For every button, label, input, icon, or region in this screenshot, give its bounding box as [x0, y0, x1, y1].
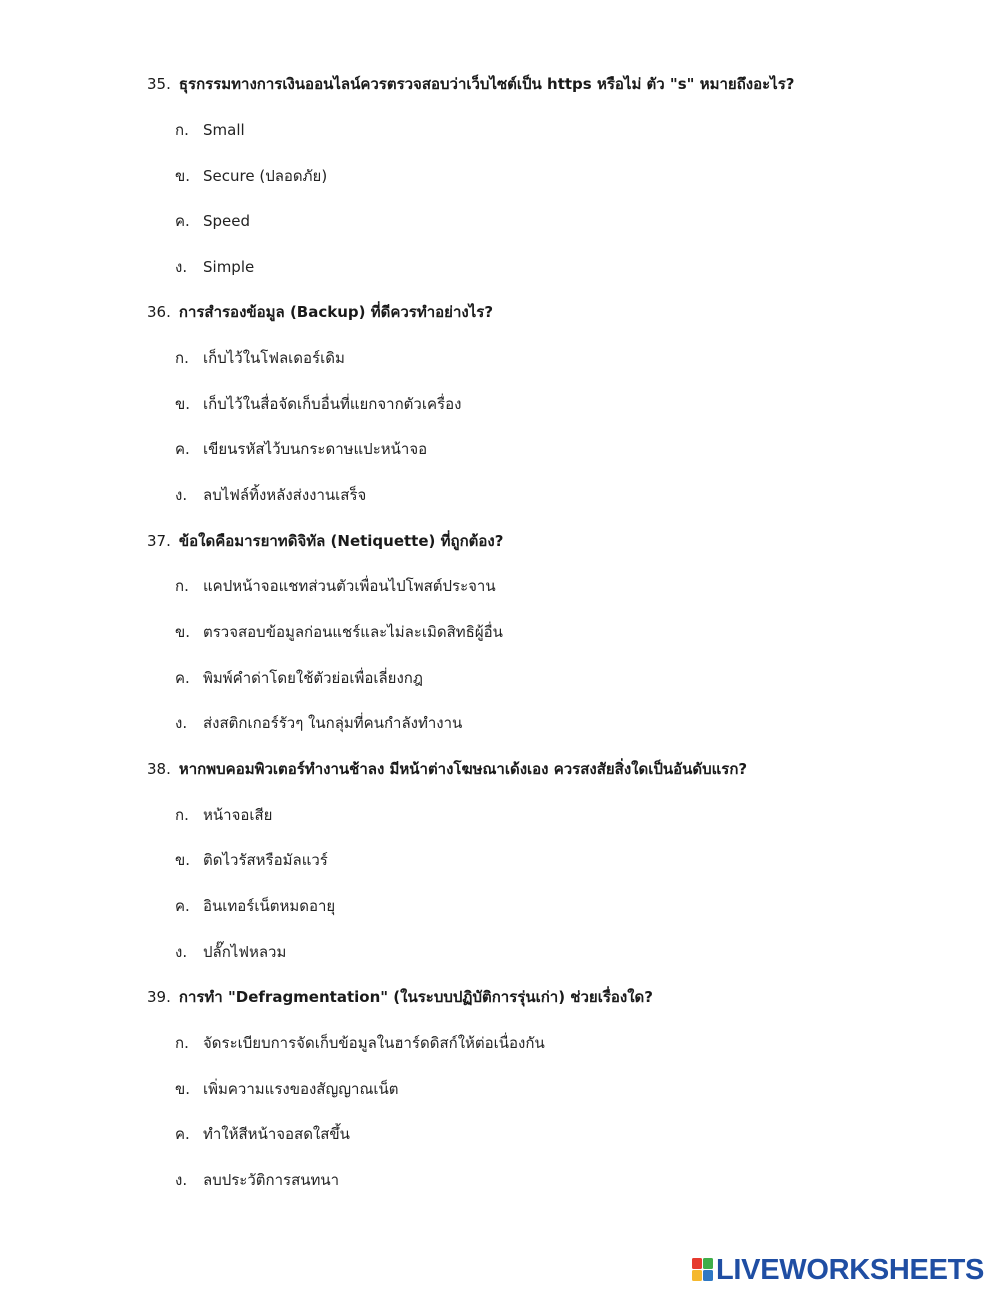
option-37-b[interactable] [175, 622, 503, 642]
option-letter: ค. [175, 897, 190, 915]
option-letter: ค. [175, 440, 190, 458]
logo-tile-1 [692, 1258, 702, 1269]
option-38-b[interactable] [175, 850, 328, 870]
option-37-a[interactable] [175, 576, 496, 596]
question-number: 36. [147, 303, 171, 321]
question-35 [147, 74, 794, 94]
option-text: เขียนรหัสไว้บนกระดาษแปะหน้าจอ [203, 440, 428, 458]
option-letter: ค. [175, 212, 190, 230]
option-letter: ข. [175, 851, 191, 869]
question-text: ข้อใดคือมารยาทดิจิทัล (Netiquette) ที่ถูกต้อง? [178, 532, 504, 550]
option-39-b[interactable] [175, 1079, 398, 1099]
option-text: Speed [203, 212, 251, 230]
option-letter: ข. [175, 1080, 191, 1098]
option-39-d[interactable] [175, 1170, 339, 1190]
option-36-d[interactable] [175, 485, 366, 505]
option-37-d[interactable] [175, 713, 462, 733]
option-letter: ง. [175, 1171, 188, 1189]
option-text: Small [203, 121, 245, 139]
option-35-b[interactable] [175, 166, 327, 186]
option-letter: ข. [175, 167, 191, 185]
option-text: ลบไฟล์ทิ้งหลังส่งงานเสร็จ [203, 486, 367, 504]
question-38 [147, 759, 747, 779]
option-text: ทำให้สีหน้าจอสดใสขึ้น [203, 1125, 350, 1143]
option-39-c[interactable] [175, 1124, 350, 1144]
option-35-d[interactable] [175, 257, 254, 277]
question-text: หากพบคอมพิวเตอร์ทำงานช้าลง มีหน้าต่างโฆษณาเด้งเอง ควรสงสัยสิ่งใดเป็นอันดับแรก? [178, 760, 748, 778]
question-number: 38. [147, 760, 171, 778]
option-35-c[interactable] [175, 211, 250, 231]
liveworksheets-logo[interactable] [692, 1255, 984, 1285]
option-39-a[interactable] [175, 1033, 545, 1053]
option-text: ปลั๊กไฟหลวม [203, 943, 287, 961]
option-text: Secure (ปลอดภัย) [203, 167, 328, 185]
option-text: พิมพ์คำด่าโดยใช้ตัวย่อเพื่อเลี่ยงกฎ [203, 669, 423, 687]
option-text: Simple [203, 258, 255, 276]
option-text: แคปหน้าจอแชทส่วนตัวเพื่อนไปโพสต์ประจาน [203, 577, 496, 595]
option-text: หน้าจอเสีย [203, 806, 273, 824]
logo-tile-4 [703, 1270, 713, 1281]
question-number: 39. [147, 988, 171, 1006]
option-letter: ง. [175, 714, 188, 732]
question-text: การทำ "Defragmentation" (ในระบบปฏิบัติการรุ่นเก่า) ช่วยเรื่องใด? [178, 988, 653, 1006]
question-text: การสำรองข้อมูล (Backup) ที่ดีควรทำอย่างไร? [178, 303, 494, 321]
option-letter: ก. [175, 577, 189, 595]
option-38-d[interactable] [175, 942, 286, 962]
option-letter: ค. [175, 1125, 190, 1143]
question-36 [147, 302, 493, 322]
option-letter: ก. [175, 121, 189, 139]
question-number: 37. [147, 532, 171, 550]
option-text: ติดไวรัสหรือมัลแวร์ [203, 851, 328, 869]
option-36-a[interactable] [175, 348, 345, 368]
option-letter: ง. [175, 943, 188, 961]
option-36-b[interactable] [175, 394, 461, 414]
option-text: ส่งสติกเกอร์รัวๆ ในกลุ่มที่คนกำลังทำงาน [203, 714, 463, 732]
option-37-c[interactable] [175, 668, 423, 688]
question-text: ธุรกรรมทางการเงินออนไลน์ควรตรวจสอบว่าเว็บไซต์เป็น https หรือไม่ ตัว "s" หมายถึงอะไร? [178, 75, 795, 93]
option-text: เก็บไว้ในสื่อจัดเก็บอื่นที่แยกจากตัวเครื่อง [203, 395, 462, 413]
question-number: 35. [147, 75, 171, 93]
option-letter: ค. [175, 669, 190, 687]
option-letter: ก. [175, 349, 189, 367]
option-letter: ง. [175, 258, 188, 276]
option-letter: ง. [175, 486, 188, 504]
option-letter: ก. [175, 806, 189, 824]
option-letter: ข. [175, 395, 191, 413]
logo-tile-3 [692, 1270, 702, 1281]
option-text: ตรวจสอบข้อมูลก่อนแชร์และไม่ละเมิดสิทธิผู้อื่น [203, 623, 503, 641]
option-text: อินเทอร์เน็ตหมดอายุ [203, 897, 336, 915]
option-text: เก็บไว้ในโฟลเดอร์เดิม [203, 349, 345, 367]
option-36-c[interactable] [175, 439, 427, 459]
option-text: ลบประวัติการสนทนา [203, 1171, 340, 1189]
option-35-a[interactable] [175, 120, 245, 140]
logo-tile-2 [703, 1258, 713, 1269]
liveworksheets-mark-icon [692, 1258, 714, 1282]
question-39 [147, 987, 653, 1007]
option-text: เพิ่มความแรงของสัญญาณเน็ต [203, 1080, 399, 1098]
option-38-a[interactable] [175, 805, 272, 825]
logo-wordmark: LIVEWORKSHEETS [716, 1254, 985, 1286]
question-37 [147, 531, 503, 551]
option-38-c[interactable] [175, 896, 335, 916]
option-letter: ข. [175, 623, 191, 641]
option-letter: ก. [175, 1034, 189, 1052]
option-text: จัดระเบียบการจัดเก็บข้อมูลในฮาร์ดดิสก์ให้ต่อเนื่องกัน [203, 1034, 545, 1052]
